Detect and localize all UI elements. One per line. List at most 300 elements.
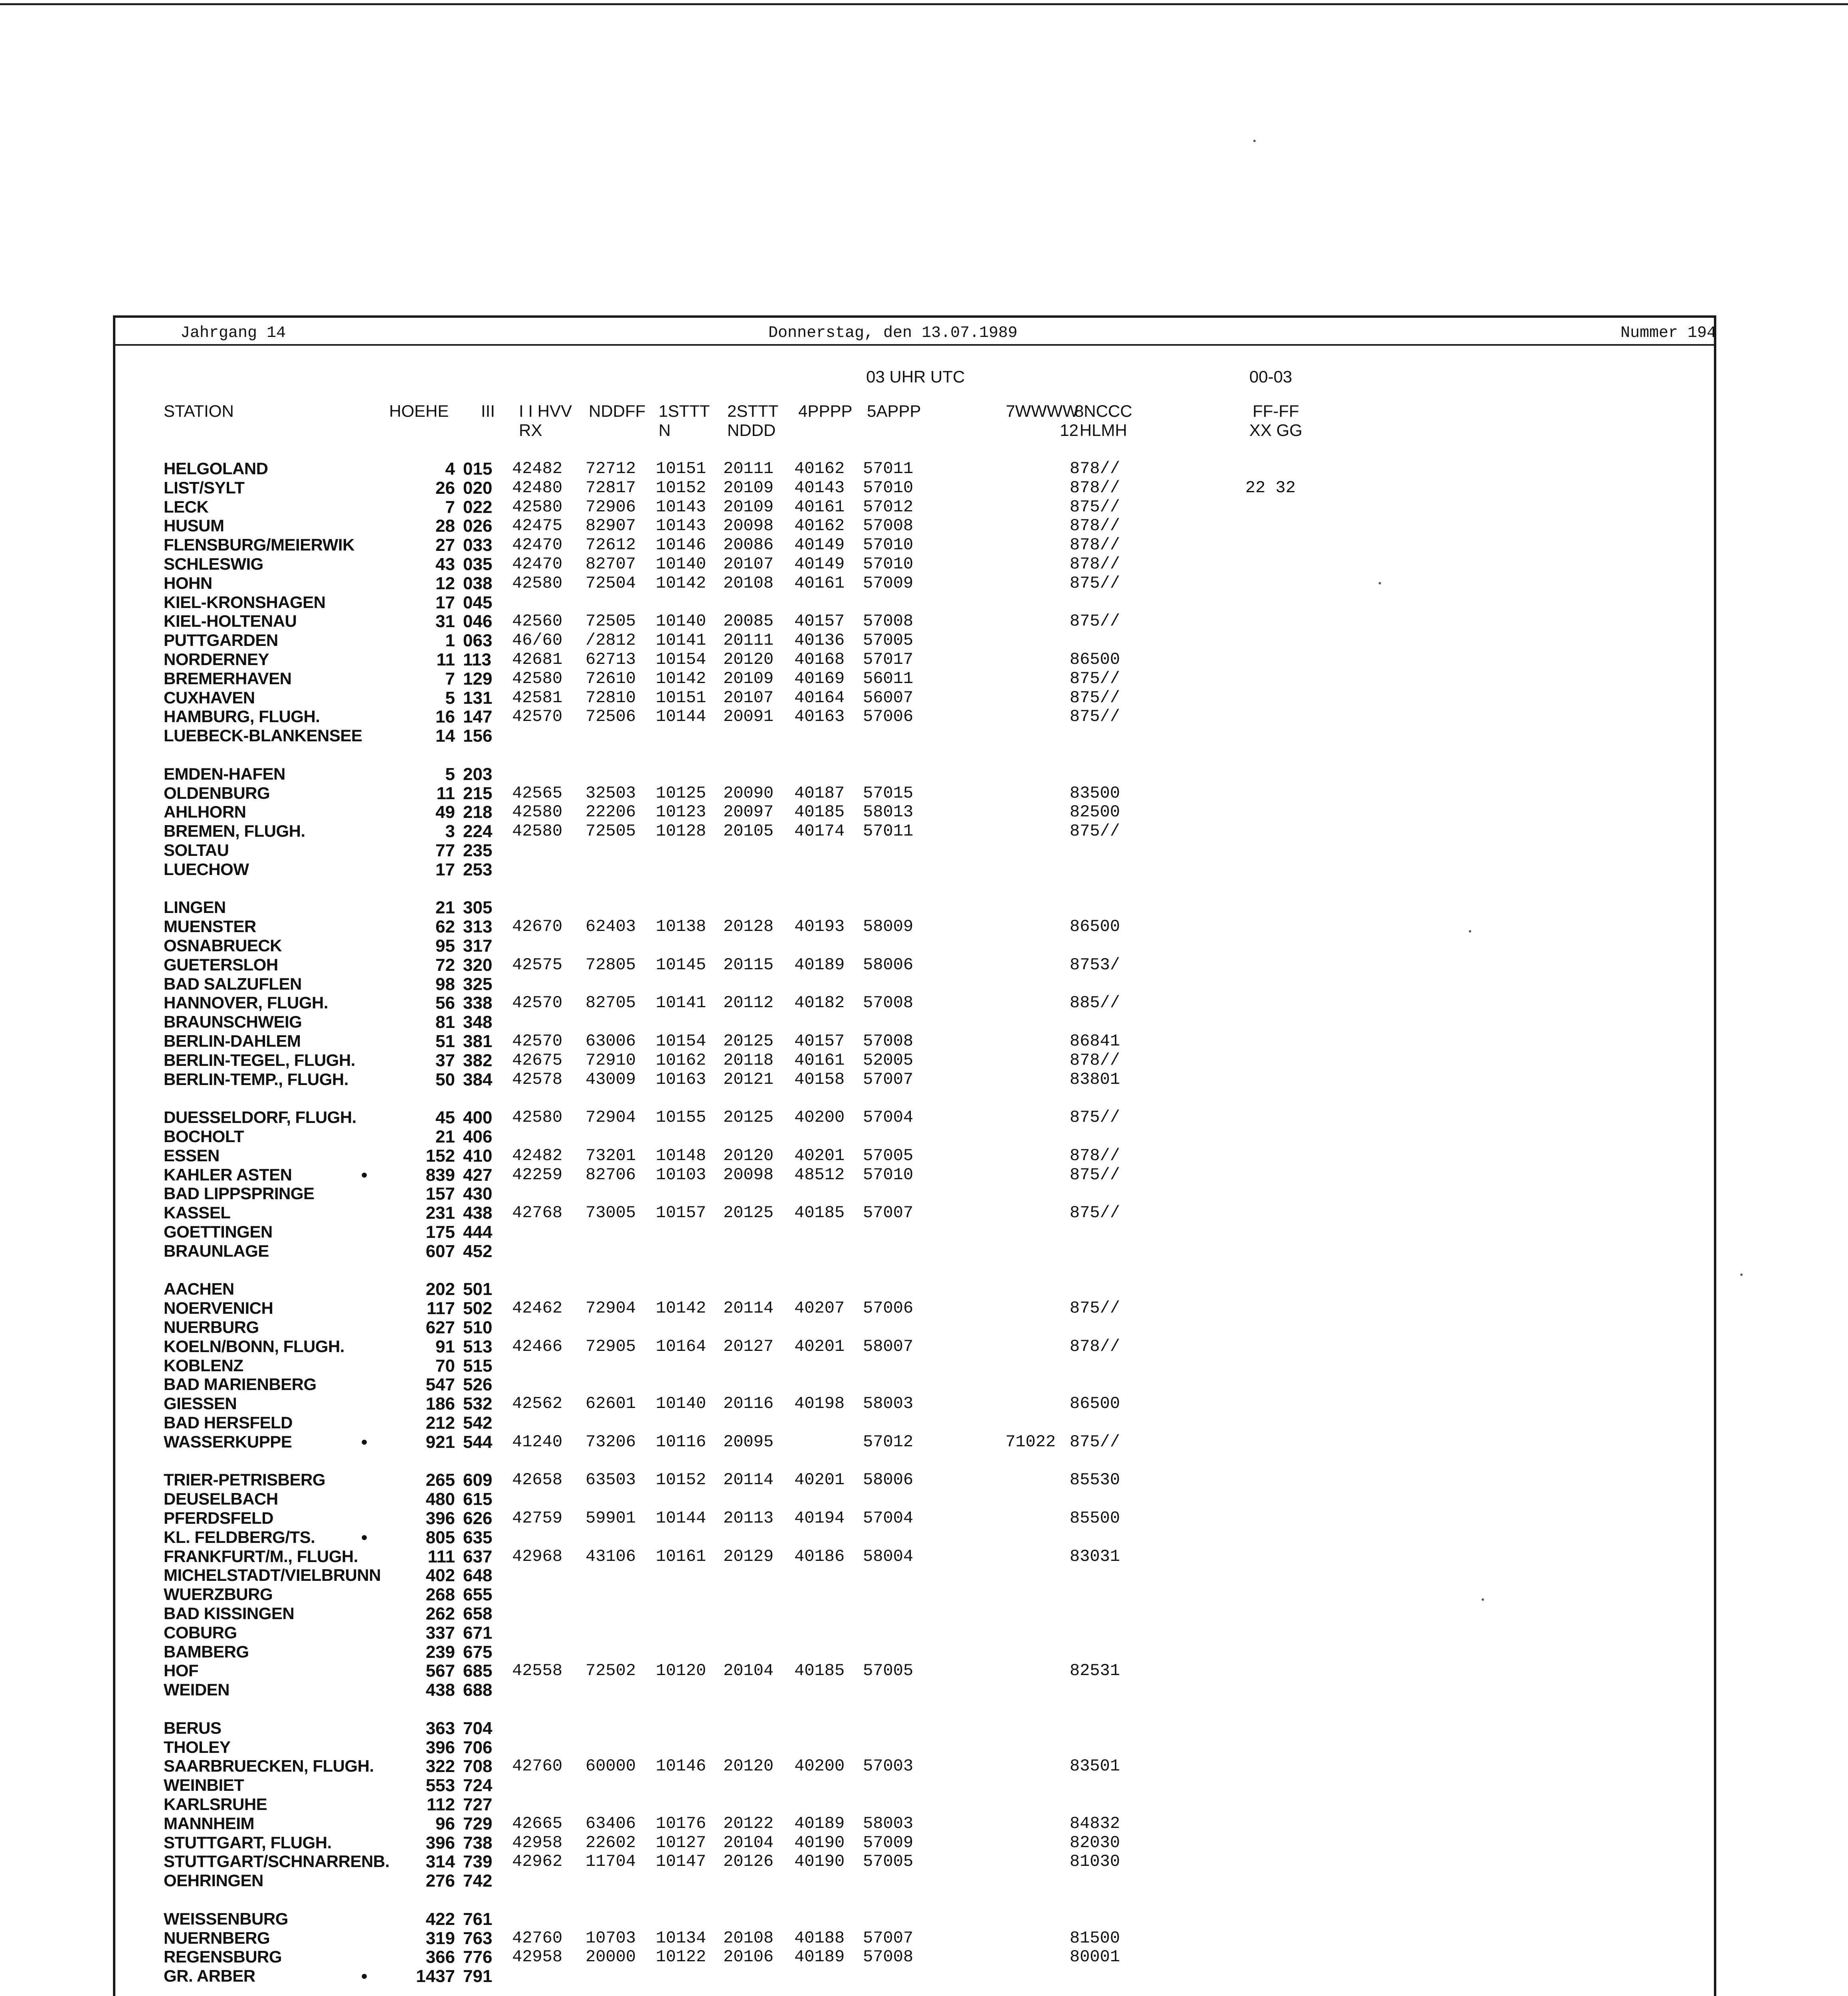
station-iii: 502 (463, 1299, 493, 1318)
synop-group-4: 20098 (723, 1165, 774, 1184)
synop-group-6: 57009 (863, 574, 914, 593)
station-name: BAD HERSFELD (164, 1413, 293, 1432)
synop-group-2: 59901 (586, 1509, 636, 1528)
station-iii: 406 (463, 1127, 493, 1147)
synop-group-6: 58003 (863, 1394, 914, 1413)
station-hoehe: 422 (425, 1909, 455, 1929)
synop-group-1: 42558 (512, 1661, 563, 1680)
station-hoehe: 50 (435, 1070, 455, 1089)
station-name: NORDERNEY (164, 650, 269, 669)
station-iii: 384 (463, 1070, 493, 1089)
synop-group-6: 57017 (863, 650, 914, 669)
station-name: ESSEN (164, 1146, 220, 1165)
synop-group-5: 40194 (794, 1509, 845, 1528)
station-name: KOBLENZ (164, 1356, 243, 1375)
synop-group-2: 72817 (586, 478, 636, 497)
station-hoehe: 366 (425, 1947, 455, 1967)
station-iii: 253 (463, 860, 493, 879)
table-row (0, 1719, 1848, 1738)
station-name: BAD SALZUFLEN (164, 974, 302, 993)
synop-group-8: 875// (1070, 1108, 1120, 1127)
synop-group-5: 40164 (794, 688, 845, 707)
station-iii: 033 (463, 535, 493, 555)
station-name: LINGEN (164, 898, 226, 917)
synop-group-3: 10122 (656, 1947, 706, 1966)
station-hoehe: 16 (435, 707, 455, 727)
station-iii: 609 (463, 1470, 493, 1490)
table-row (0, 1833, 1848, 1852)
synop-group-4: 20118 (723, 1051, 774, 1070)
synop-group-6: 57009 (863, 1833, 914, 1852)
synop-group-1: 42768 (512, 1203, 563, 1222)
synop-group-5: 40162 (794, 459, 845, 478)
table-row (0, 993, 1848, 1012)
station-hoehe: 27 (435, 535, 455, 555)
station-hoehe: 319 (425, 1929, 455, 1948)
col-iii: III (481, 402, 495, 420)
synop-group-2: 82707 (586, 554, 636, 574)
table-row (0, 612, 1848, 631)
station-name: FRANKFURT/M., FLUGH. (164, 1547, 358, 1566)
synop-group-5: 40207 (794, 1299, 845, 1318)
synop-group-6: 57012 (863, 497, 914, 517)
synop-group-5: 40168 (794, 650, 845, 669)
station-iii: 020 (463, 478, 493, 498)
station-name: SCHLESWIG (164, 554, 263, 573)
station-hoehe: 839 (425, 1165, 455, 1185)
synop-group-6: 57010 (863, 1165, 914, 1184)
station-name: OEHRINGEN (164, 1871, 263, 1890)
station-iii: 763 (463, 1929, 493, 1948)
synop-group-6: 57008 (863, 993, 914, 1012)
station-name: KIEL-KRONSHAGEN (164, 593, 326, 612)
station-hoehe: 438 (425, 1680, 455, 1700)
synop-group-2: 72910 (586, 1051, 636, 1070)
table-row (0, 1795, 1848, 1814)
table-row (0, 1509, 1848, 1528)
synop-group-1: 42570 (512, 993, 563, 1012)
table-row (0, 1814, 1848, 1833)
station-iii: 235 (463, 841, 493, 860)
station-hoehe: 805 (425, 1528, 455, 1547)
synop-group-6: 58007 (863, 1337, 914, 1356)
station-name: KOELN/BONN, FLUGH. (164, 1337, 344, 1356)
col-hoehe: HOEHE (389, 402, 449, 420)
synop-group-8: 878// (1070, 516, 1120, 535)
synop-group-5: 40149 (794, 554, 845, 574)
synop-group-1: 42462 (512, 1299, 563, 1318)
station-hoehe: 212 (425, 1413, 455, 1433)
bergstation-marker: • (361, 1528, 368, 1547)
station-hoehe: 175 (425, 1222, 455, 1242)
table-row (0, 1318, 1848, 1337)
table-row (0, 1680, 1848, 1699)
synop-group-3: 10148 (656, 1146, 706, 1165)
synop-group-3: 10142 (656, 1299, 706, 1318)
synop-group-2: 72506 (586, 707, 636, 726)
synop-group-8: 84832 (1070, 1814, 1120, 1833)
table-row (0, 1528, 1848, 1547)
station-hoehe: 239 (425, 1642, 455, 1662)
synop-group-8: 875// (1070, 1299, 1120, 1318)
synop-group-1: 42480 (512, 478, 563, 497)
station-iii: 444 (463, 1222, 493, 1242)
station-hoehe: 152 (425, 1146, 455, 1166)
synop-group-6: 57010 (863, 478, 914, 497)
station-name: THOLEY (164, 1738, 231, 1756)
station-name: KAHLER ASTEN (164, 1165, 292, 1184)
synop-group-5: 40161 (794, 497, 845, 517)
station-hoehe: 21 (435, 898, 455, 917)
synop-group-1: 42665 (512, 1814, 563, 1833)
station-iii: 729 (463, 1814, 493, 1834)
station-name: MICHELSTADT/VIELBRUNN (164, 1566, 381, 1584)
synop-group-4: 20129 (723, 1547, 774, 1566)
station-iii: 038 (463, 574, 493, 593)
table-row (0, 1947, 1848, 1966)
station-iii: 338 (463, 993, 493, 1013)
synop-group-4: 20126 (723, 1852, 774, 1871)
station-name: BERLIN-TEGEL, FLUGH. (164, 1051, 355, 1069)
station-hoehe: 62 (435, 917, 455, 937)
station-iii: 510 (463, 1318, 493, 1337)
synop-group-5: 40163 (794, 707, 845, 726)
station-iii: 526 (463, 1375, 493, 1394)
station-hoehe: 202 (425, 1279, 455, 1299)
station-hoehe: 5 (445, 764, 455, 784)
synop-group-3: 10157 (656, 1203, 706, 1222)
synop-group-2: 72904 (586, 1299, 636, 1318)
jahrgang-label: Jahrgang 14 (180, 324, 286, 342)
station-hoehe: 276 (425, 1871, 455, 1891)
synop-group-4: 20121 (723, 1070, 774, 1089)
synop-group-2: 63503 (586, 1470, 636, 1489)
synop-group-2: 62403 (586, 917, 636, 936)
station-name: GOETTINGEN (164, 1222, 273, 1241)
table-row (0, 974, 1848, 994)
synop-group-6: 58004 (863, 1547, 914, 1566)
station-iii: 626 (463, 1509, 493, 1528)
table-row (0, 554, 1848, 574)
table-row (0, 1909, 1848, 1929)
synop-group-1: 42580 (512, 1108, 563, 1127)
synop-group-4: 20114 (723, 1470, 774, 1489)
synop-group-2: 82706 (586, 1165, 636, 1184)
station-hoehe: 112 (427, 1795, 455, 1814)
synop-group-6: 58003 (863, 1814, 914, 1833)
station-iii: 325 (463, 974, 493, 994)
synop-group-2: 22206 (586, 802, 636, 822)
table-row (0, 726, 1848, 745)
col-g7: 7WWWW 12 (1006, 402, 1078, 440)
station-name: COBURG (164, 1623, 237, 1642)
synop-group-3: 10138 (656, 917, 706, 936)
station-name: HELGOLAND (164, 459, 268, 478)
synop-group-2: 72810 (586, 688, 636, 707)
synop-group-1: 42259 (512, 1165, 563, 1184)
col-g2: NDDFF (589, 402, 646, 420)
synop-group-2: 72904 (586, 1108, 636, 1127)
bergstation-marker: • (361, 1165, 368, 1185)
synop-group-5: 40190 (794, 1833, 845, 1852)
station-iii: 658 (463, 1604, 493, 1624)
synop-group-2: /2812 (586, 631, 636, 650)
station-hoehe: 117 (427, 1299, 455, 1318)
station-iii: 776 (463, 1947, 493, 1967)
synop-group-3: 10154 (656, 650, 706, 669)
station-iii: 704 (463, 1719, 493, 1738)
time-label-2: 00-03 (1249, 367, 1292, 386)
station-name: KARLSRUHE (164, 1795, 267, 1814)
station-iii: 739 (463, 1852, 493, 1871)
synop-group-8: 878// (1070, 478, 1120, 497)
col-g8: 8NCCC HLMH (1074, 402, 1132, 440)
station-hoehe: 567 (425, 1661, 455, 1681)
synop-group-8: 86500 (1070, 650, 1120, 669)
synop-group-6: 58006 (863, 1470, 914, 1489)
col-g4: 2STTT NDDD (727, 402, 779, 440)
table-row (0, 1432, 1848, 1451)
synop-group-2: 72505 (586, 822, 636, 841)
station-name: BAD LIPPSPRINGE (164, 1184, 315, 1203)
station-hoehe: 7 (445, 497, 455, 517)
synop-group-1: 42958 (512, 1947, 563, 1966)
synop-group-5: 40201 (794, 1146, 845, 1165)
synop-group-8: 8753/ (1070, 955, 1120, 974)
station-hoehe: 337 (425, 1623, 455, 1643)
synop-group-3: 10152 (656, 1470, 706, 1489)
table-row (0, 1299, 1848, 1318)
synop-group-4: 20111 (723, 631, 774, 650)
table-row (0, 841, 1848, 860)
table-row (0, 802, 1848, 822)
station-iii: 129 (463, 669, 493, 689)
station-iii: 313 (463, 917, 493, 937)
synop-group-1: 42570 (512, 707, 563, 726)
table-row (0, 1776, 1848, 1795)
synop-group-3: 10161 (656, 1547, 706, 1566)
table-row (0, 955, 1848, 974)
station-name: SOLTAU (164, 841, 229, 859)
station-hoehe: 28 (435, 516, 455, 536)
station-hoehe: 49 (435, 802, 455, 822)
station-name: BERLIN-DAHLEM (164, 1032, 301, 1050)
station-iii: 113 (463, 650, 491, 669)
station-iii: 742 (463, 1871, 493, 1891)
table-row (0, 707, 1848, 726)
station-iii: 320 (463, 955, 493, 975)
synop-group-2: 20000 (586, 1947, 636, 1966)
synop-group-1: 42565 (512, 784, 563, 803)
synop-group-4: 20086 (723, 535, 774, 554)
synop-group-3: 10120 (656, 1661, 706, 1680)
synop-group-4: 20120 (723, 650, 774, 669)
table-row (0, 1184, 1848, 1203)
station-hoehe: 7 (445, 669, 455, 689)
station-iii: 218 (463, 802, 493, 822)
table-row (0, 1966, 1848, 1986)
station-hoehe: 268 (425, 1585, 455, 1604)
station-hoehe: 607 (425, 1242, 455, 1261)
station-name: GIESSEN (164, 1394, 237, 1413)
synop-group-6: 57006 (863, 1299, 914, 1318)
synop-group-5: 40189 (794, 1947, 845, 1966)
station-iii: 427 (463, 1165, 493, 1185)
station-hoehe: 95 (435, 936, 455, 956)
synop-group-4: 20127 (723, 1337, 774, 1356)
synop-group-4: 20111 (723, 459, 774, 478)
table-row (0, 650, 1848, 669)
synop-group-3: 10146 (656, 535, 706, 554)
synop-group-5: 40182 (794, 993, 845, 1012)
synop-group-5: 40193 (794, 917, 845, 936)
synop-group-5: 40149 (794, 535, 845, 554)
table-row (0, 535, 1848, 554)
synop-group-3: 10151 (656, 459, 706, 478)
table-row (0, 860, 1848, 879)
synop-group-8: 81500 (1070, 1929, 1120, 1948)
header-rule (115, 344, 1714, 346)
station-name: WEINBIET (164, 1776, 244, 1794)
station-name: NUERBURG (164, 1318, 259, 1337)
synop-group-6: 52005 (863, 1051, 914, 1070)
synop-group-3: 10163 (656, 1070, 706, 1089)
station-iii: 727 (463, 1795, 493, 1814)
station-iii: 224 (463, 822, 493, 841)
synop-group-1: 42475 (512, 516, 563, 535)
synop-group-8: 885// (1070, 993, 1120, 1012)
station-iii: 532 (463, 1394, 493, 1414)
station-hoehe: 4 (445, 459, 455, 479)
synop-group-8: 81030 (1070, 1852, 1120, 1871)
station-name: LUECHOW (164, 860, 249, 879)
synop-group-7: 71022 (1005, 1432, 1056, 1451)
station-iii: 063 (463, 631, 493, 650)
station-name: HANNOVER, FLUGH. (164, 993, 328, 1012)
time-label: 03 UHR UTC (866, 367, 965, 386)
synop-group-1: 42482 (512, 1146, 563, 1165)
synop-group-3: 10144 (656, 707, 706, 726)
station-hoehe: 157 (425, 1184, 455, 1204)
table-row (0, 1070, 1848, 1089)
synop-group-3: 10154 (656, 1032, 706, 1051)
station-hoehe: 37 (435, 1051, 455, 1070)
station-name: EMDEN-HAFEN (164, 764, 285, 783)
synop-group-8: 875// (1070, 574, 1120, 593)
table-row (0, 631, 1848, 650)
synop-group-5: 40186 (794, 1547, 845, 1566)
synop-group-6: 57005 (863, 631, 914, 650)
synop-group-2: 72905 (586, 1337, 636, 1356)
station-name: KL. FELDBERG/TS. (164, 1528, 315, 1547)
station-name: NOERVENICH (164, 1299, 273, 1317)
synop-group-3: 10151 (656, 688, 706, 707)
table-row (0, 1279, 1848, 1299)
synop-group-1: 42562 (512, 1394, 563, 1413)
station-iii: 046 (463, 612, 493, 631)
synop-group-9: 22 32 (1245, 478, 1296, 497)
synop-group-3: 10141 (656, 631, 706, 650)
station-iii: 022 (463, 497, 493, 517)
station-iii: 430 (463, 1184, 493, 1204)
station-iii: 381 (463, 1032, 493, 1051)
synop-group-8: 80001 (1070, 1947, 1120, 1966)
synop-group-6: 57008 (863, 1947, 914, 1966)
synop-group-6: 57005 (863, 1146, 914, 1165)
table-row (0, 1547, 1848, 1566)
synop-group-6: 57015 (863, 784, 914, 803)
table-row (0, 1108, 1848, 1127)
station-iii: 045 (463, 593, 493, 612)
synop-group-5: 40185 (794, 1661, 845, 1680)
station-hoehe: 77 (435, 841, 455, 860)
synop-group-3: 10143 (656, 497, 706, 517)
station-name: BOCHOLT (164, 1127, 244, 1146)
station-hoehe: 265 (425, 1470, 455, 1490)
col-g5: 4PPPP (798, 402, 853, 420)
synop-group-6: 58009 (863, 917, 914, 936)
synop-group-4: 20107 (723, 554, 774, 574)
scan-speck (1740, 1273, 1743, 1276)
synop-group-3: 10123 (656, 802, 706, 822)
synop-group-2: 73005 (586, 1203, 636, 1222)
synop-group-6: 57011 (863, 822, 914, 841)
synop-group-1: 42958 (512, 1833, 563, 1852)
table-row (0, 1127, 1848, 1146)
station-hoehe: 45 (435, 1108, 455, 1127)
station-iii: 724 (463, 1776, 493, 1795)
synop-group-1: 42560 (512, 612, 563, 631)
synop-group-3: 10146 (656, 1756, 706, 1776)
station-name: WEIDEN (164, 1680, 230, 1699)
synop-group-3: 10125 (656, 784, 706, 803)
station-iii: 708 (463, 1756, 493, 1776)
top-edge-rule (0, 3, 1848, 5)
synop-group-1: 42580 (512, 497, 563, 517)
synop-group-8: 86500 (1070, 1394, 1120, 1413)
synop-group-6: 57007 (863, 1929, 914, 1948)
table-row (0, 497, 1848, 517)
synop-group-1: 42760 (512, 1929, 563, 1948)
synop-group-3: 10127 (656, 1833, 706, 1852)
synop-group-5: 40201 (794, 1470, 845, 1489)
station-name: BAD KISSINGEN (164, 1604, 295, 1623)
station-iii: 382 (463, 1051, 493, 1070)
synop-group-1: 42580 (512, 802, 563, 822)
station-name: STUTTGART, FLUGH. (164, 1833, 332, 1852)
synop-group-8: 875// (1070, 497, 1120, 517)
synop-group-4: 20091 (723, 707, 774, 726)
station-iii: 131 (463, 688, 493, 708)
synop-group-3: 10140 (656, 1394, 706, 1413)
synop-group-2: 72505 (586, 612, 636, 631)
synop-group-8: 83500 (1070, 784, 1120, 803)
synop-group-5: 40189 (794, 1814, 845, 1833)
station-iii: 215 (463, 784, 493, 803)
station-iii: 791 (463, 1966, 493, 1986)
synop-group-5: 40200 (794, 1756, 845, 1776)
synop-group-4: 20106 (723, 1947, 774, 1966)
synop-group-2: 22602 (586, 1833, 636, 1852)
synop-group-3: 10134 (656, 1929, 706, 1948)
station-hoehe: 396 (425, 1509, 455, 1528)
synop-group-1: 42466 (512, 1337, 563, 1356)
station-iii: 156 (463, 726, 493, 746)
synop-group-5: 40162 (794, 516, 845, 535)
synop-group-6: 57004 (863, 1509, 914, 1528)
table-row (0, 784, 1848, 803)
bergstation-marker: • (361, 1966, 368, 1986)
